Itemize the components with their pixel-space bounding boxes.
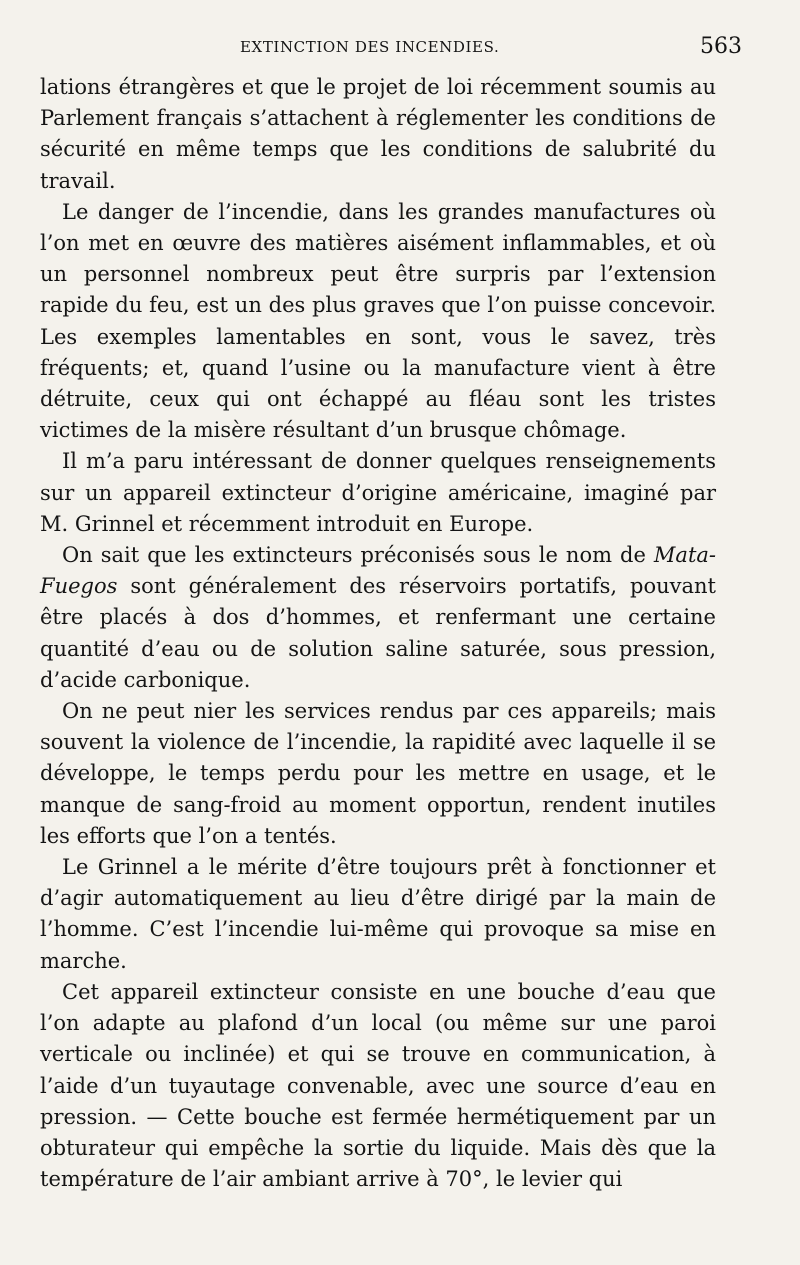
running-title: EXTINCTION DES INCENDIES. bbox=[240, 38, 500, 56]
page-number: 563 bbox=[700, 34, 742, 59]
mata-fuegos-before: On sait que les extincteurs préconisés sous le nom de bbox=[62, 543, 654, 568]
body-text bbox=[40, 72, 716, 1195]
paragraph-continuation: lations étrangères et que le projet de loi récemment soumis au Parlement français s’attachent à réglementer les conditions de sécurité en même temps que les conditions de salubrité du travail. bbox=[40, 75, 716, 193]
page-header bbox=[40, 34, 742, 64]
paragraph-grinnel-intro: Il m’a paru intéressant de donner quelques renseignements sur un appareil extincteur d’origine américaine, imaginé par M. Grinnel et récemment introduit en Europe. bbox=[40, 449, 716, 536]
paragraph-apparatus-description: Cet appareil extincteur consiste en une bouche d’eau que l’on adapte au plafond d’un local (ou même sur une paroi verticale ou inclinée) et qui se trouve en communication, à l’aide d’un tuyautage convenable, avec une source d’eau en pression. — Cette bouche est fermée hermétiquement par un obturateur qui empêche la sortie du liquide. Mais dès que la température de l’air ambiant arrive à 70°, le levier qui bbox=[40, 979, 716, 1192]
paragraph-grinnel-merit: Le Grinnel a le mérite d’être toujours prêt à fonctionner et d’agir automatiquement au lieu d’être dirigé par la main de l’homme. C’est l’incendie lui-même qui provoque sa mise en marche. bbox=[40, 855, 716, 973]
mata-fuegos-after: sont généralement des réservoirs portatifs, pouvant être placés à dos d’hommes, et renfermant une certaine quantité d’eau ou de solution saline saturée, sous pression, d’acide carbonique. bbox=[40, 574, 716, 692]
mata-fuegos-term: Mata-Fuegos bbox=[40, 543, 716, 599]
paragraph-services: On ne peut nier les services rendus par ces appareils; mais souvent la violence de l’incendie, la rapidité avec laquelle il se développe, le temps perdu pour les mettre en usage, et le manque de sang-froid au moment opportun, rendent inutiles les efforts que l’on a tentés. bbox=[40, 699, 716, 848]
paragraph-mata-fuegos bbox=[40, 540, 716, 696]
paragraph-fire-danger: Le danger de l’incendie, dans les grandes manufactures où l’on met en œuvre des matières aisément inflammables, et où un personnel nombreux peut être surpris par l’extension rapide du feu, est un des plus graves que l’on puisse concevoir. Les exemples lamentables en sont, vous le savez, très fréquents; et, quand l’usine ou la manufacture vient à être détruite, ceux qui ont échappé au fléau sont les tristes victimes de la misère résultant d’un brusque chômage. bbox=[40, 199, 716, 443]
